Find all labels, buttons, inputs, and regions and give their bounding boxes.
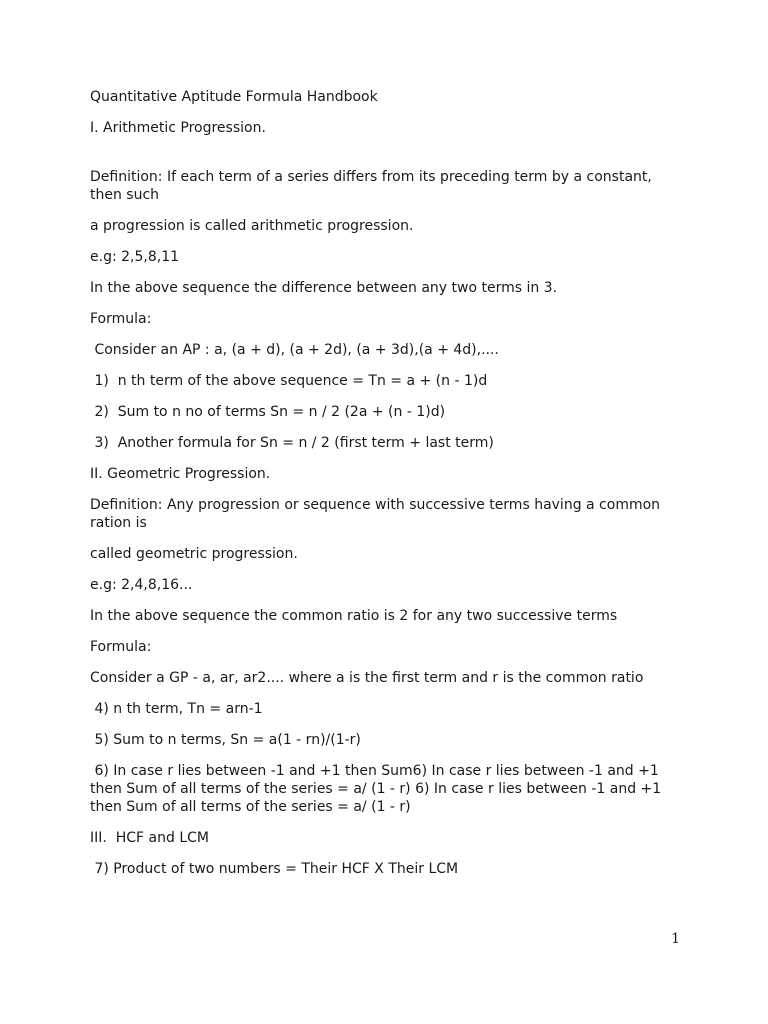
page-number: 1 — [671, 931, 680, 947]
section-heading-arithmetic-progression: I. Arithmetic Progression. — [90, 120, 266, 136]
formula-item: 2) Sum to n no of terms Sn = n / 2 (2a + (n - 1)d) — [90, 404, 446, 420]
paragraph: Consider a GP - a, ar, ar2.... where a is the first term and r is the common ratio — [90, 670, 644, 686]
paragraph: e.g: 2,5,8,11 — [90, 249, 180, 265]
document-title: Quantitative Aptitude Formula Handbook — [90, 89, 378, 105]
paragraph: Consider an AP : a, (a + d), (a + 2d), (a + 3d),(a + 4d),.... — [90, 342, 499, 358]
formula-item: 4) n th term, Tn = arn-1 — [90, 701, 263, 717]
paragraph: Formula: — [90, 311, 152, 327]
paragraph: a progression is called arithmetic progression. — [90, 218, 414, 234]
paragraph: e.g: 2,4,8,16... — [90, 577, 193, 593]
paragraph: Definition: Any progression or sequence with successive terms having a common ration is — [90, 497, 665, 531]
paragraph: called geometric progression. — [90, 546, 298, 562]
paragraph: Formula: — [90, 639, 152, 655]
section-heading-geometric-progression: II. Geometric Progression. — [90, 466, 271, 482]
formula-item: 5) Sum to n terms, Sn = a(1 - rn)/(1-r) — [90, 732, 361, 748]
formula-item: 6) In case r lies between -1 and +1 then Sum6) In case r lies between -1 and +1 then Sum of all terms of the series = a/ (1 - r) 6) In case r lies between -1 and +1 then Sum of all terms of the series = a/ (1 - r) — [90, 763, 666, 815]
formula-item: 7) Product of two numbers = Their HCF X Their LCM — [90, 861, 459, 877]
formula-item: 1) n th term of the above sequence = Tn = a + (n - 1)d — [90, 373, 488, 389]
paragraph: In the above sequence the common ratio is 2 for any two successive terms — [90, 608, 618, 624]
formula-item: 3) Another formula for Sn = n / 2 (first term + last term) — [90, 435, 494, 451]
page-content — [90, 88, 670, 891]
paragraph: In the above sequence the difference between any two terms in 3. — [90, 280, 558, 296]
paragraph: Definition: If each term of a series differs from its preceding term by a constant, then such — [90, 169, 657, 203]
section-heading-hcf-lcm: III. HCF and LCM — [90, 830, 209, 846]
